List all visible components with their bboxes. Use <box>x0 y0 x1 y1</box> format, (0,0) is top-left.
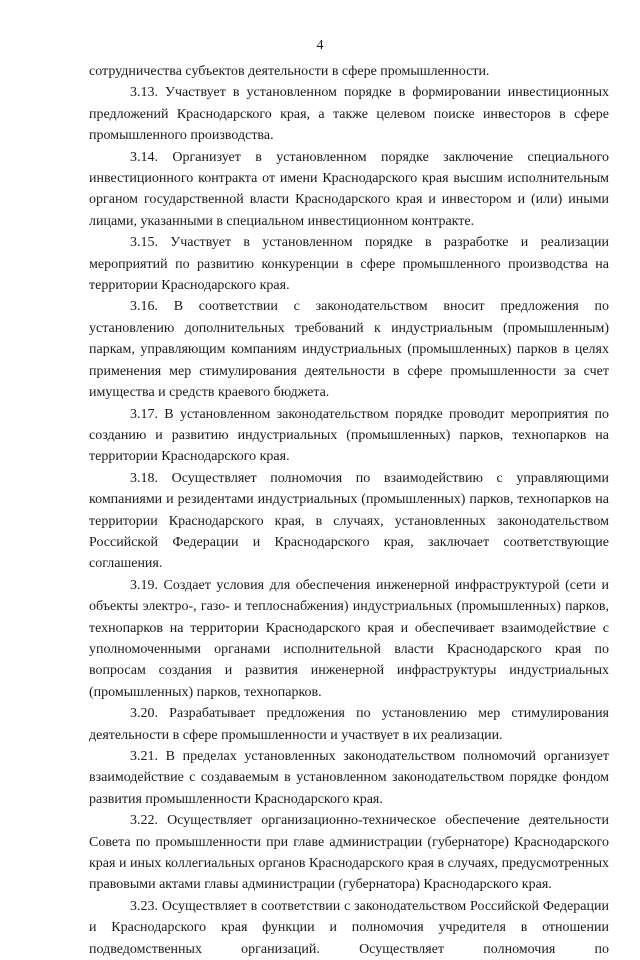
page-number: 4 <box>316 38 324 53</box>
paragraph-3-18: 3.18. Осуществляет полномочия по взаимодействию с управляющими компаниями и резидентами индустриальных (промышленных) парков, технопарков на территории Краснодарского края, в случаях, установленных законодательством Российской Федерации и Краснодарского края, заключает соответствующие соглашения. <box>89 470 609 572</box>
paragraph-3-20: 3.20. Разрабатывает предложения по установлению мер стимулирования деятельности в сфере промышленности и участвует в их реализации. <box>89 706 609 743</box>
paragraph-3-15: 3.15. Участвует в установленном порядке в разработке и реализации мероприятий по развитию конкуренции в сфере промышленного производства на территории Краснодарского края. <box>89 235 609 294</box>
paragraph-3-23: 3.23. Осуществляет в соответствии с законодательством Российской Федерации и Краснодарского края функции и полномочия учредителя в отношении подведомственных организаций. Осуществляет полномочия по <box>89 898 609 957</box>
paragraph-3-13: 3.13. Участвует в установленном порядке в формировании инвестиционных предложений Краснодарского края, а также целевом поиске инвесторов в сфере промышленного производства. <box>89 85 609 144</box>
paragraph-3-21: 3.21. В пределах установленных законодательством полномочий организует взаимодействие с создаваемым в установленном законодательством порядке фондом развития промышленности Краснодарского края. <box>89 749 609 807</box>
paragraph-3-16: 3.16. В соответствии с законодательством вносит предложения по установлению дополнительных требований к индустриальным (промышленным) паркам, управляющим компаниям индустриальных (промышленных) парков в целях применения мер стимулирования деятельности в сфере промышленности за счет имущества и средств краевого бюджета. <box>89 299 609 401</box>
paragraph-continuation: сотрудничества субъектов деятельности в сфере промышленности. <box>89 64 490 79</box>
paragraph-3-22: 3.22. Осуществляет организационно-техническое обеспечение деятельности Совета по промышленности при главе администрации (губернаторе) Краснодарского края и иных коллегиальных органов Краснодарского края в случаях, предусмотренных правовыми актами главы администрации (губернатора) Краснодарского края. <box>89 813 609 893</box>
document-body <box>89 61 609 960</box>
paragraph-3-19: 3.19. Создает условия для обеспечения инженерной инфраструктурой (сети и объекты электро-, газо- и теплоснабжения) индустриальных (промышленных) парков, технопарков на территории Краснодарского края и обеспечивает взаимодействие с уполномоченными органами исполнительной власти Краснодарского края по вопросам создания и развития инженерной инфраструктуры индустриальных (промышленных) парков, технопарков. <box>89 577 609 700</box>
paragraph-3-17: 3.17. В установленном законодательством порядке проводит мероприятия по созданию и развитию индустриальных (промышленных) парков, технопарков на территории Краснодарского края. <box>89 406 609 465</box>
paragraph-3-14: 3.14. Организует в установленном порядке заключение специального инвестиционного контракта от имени Краснодарского края высшим исполнительным органом государственной власти Краснодарского края и инвестором и (или) иными лицами, указанными в специальном инвестиционном контракте. <box>89 149 609 229</box>
